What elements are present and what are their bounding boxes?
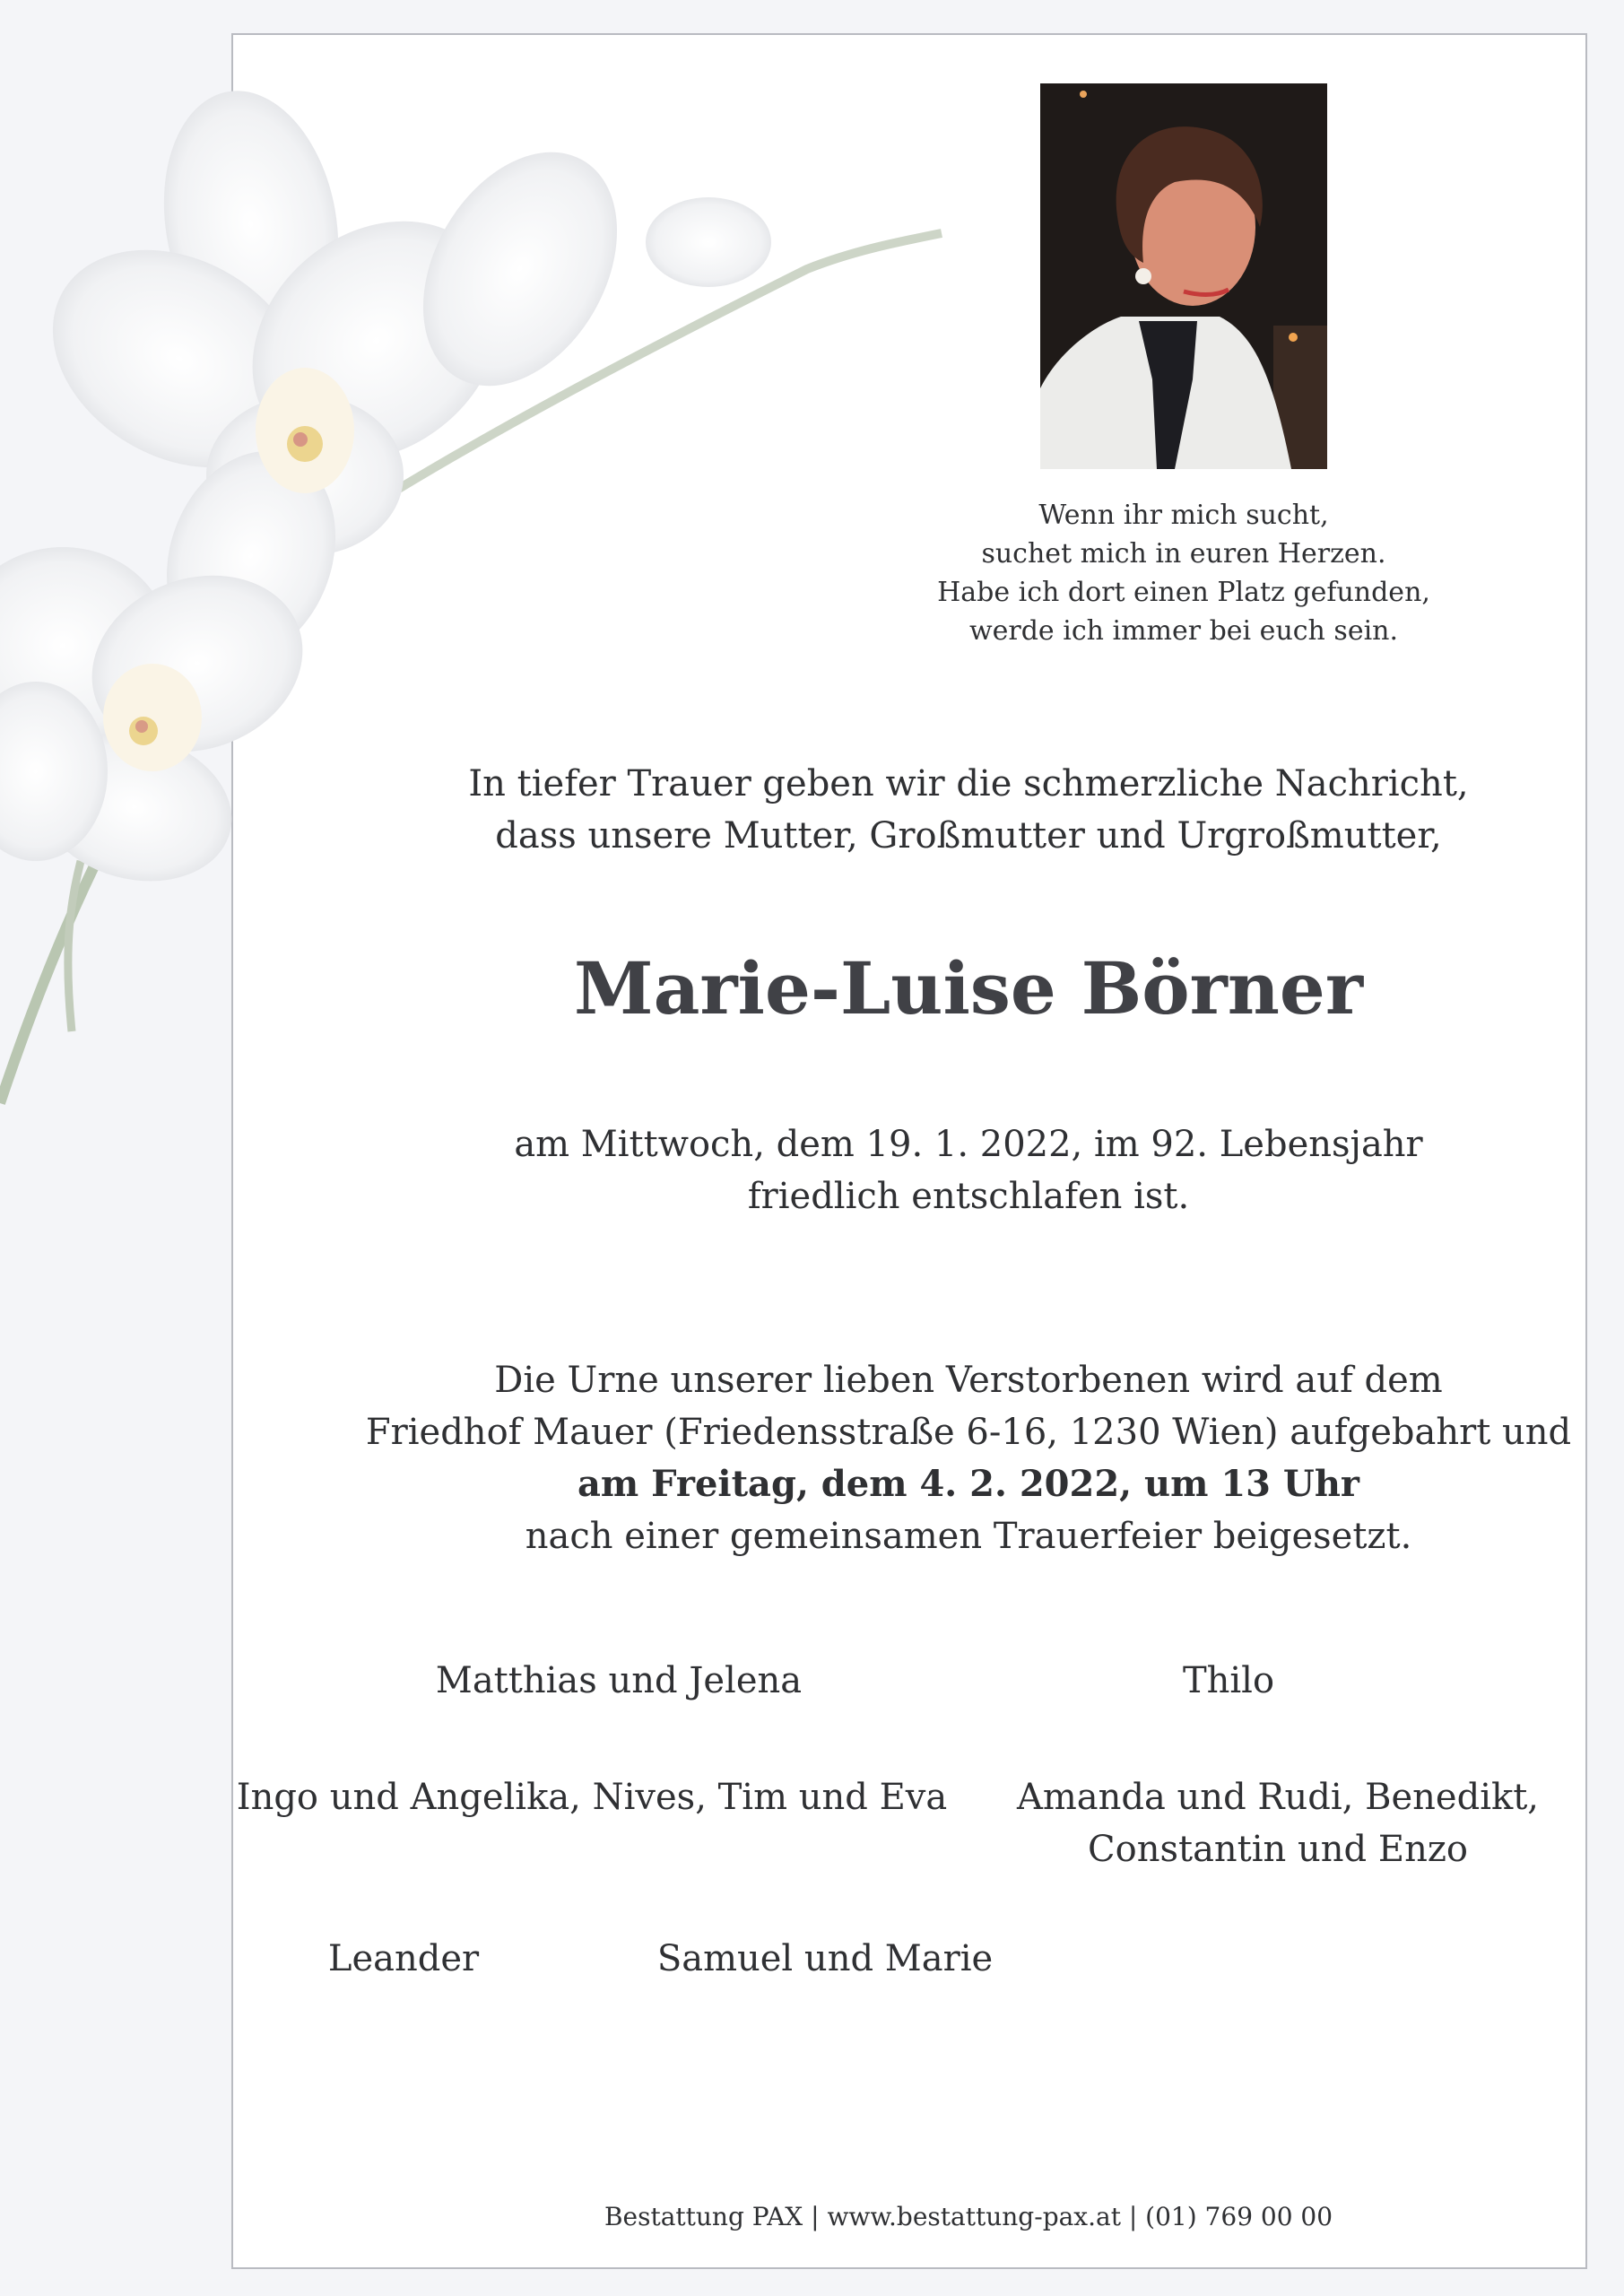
burial-line: nach einer gemeinsamen Trauerfeier beigesetzt. bbox=[525, 1516, 1412, 1557]
family-amanda-line: Constantin und Enzo bbox=[1088, 1829, 1468, 1870]
poem-line: suchet mich in euren Herzen. bbox=[981, 538, 1386, 570]
death-line: friedlich entschlafen ist. bbox=[747, 1176, 1190, 1217]
burial-line: Die Urne unserer lieben Verstorbenen wird auf dem bbox=[494, 1360, 1443, 1401]
portrait-photo bbox=[1040, 83, 1327, 469]
burial-notice bbox=[341, 1354, 1596, 1562]
family-samuel: Samuel und Marie bbox=[656, 1938, 994, 1979]
poem-line: werde ich immer bei euch sein. bbox=[968, 615, 1399, 647]
intro-text bbox=[386, 758, 1551, 862]
burial-line: Friedhof Mauer (Friedensstraße 6-16, 1230 Wien) aufgebahrt und bbox=[365, 1412, 1572, 1453]
death-line: am Mittwoch, dem 19. 1. 2022, im 92. Lebensjahr bbox=[514, 1124, 1423, 1165]
deceased-name: Marie-Luise Börner bbox=[574, 946, 1363, 1031]
poem bbox=[915, 496, 1453, 650]
family-thilo: Thilo bbox=[1182, 1660, 1275, 1701]
family-matthias: Matthias und Jelena bbox=[435, 1660, 803, 1701]
burial-date: am Freitag, dem 4. 2. 2022, um 13 Uhr bbox=[578, 1463, 1359, 1505]
poem-line: Habe ich dort einen Platz gefunden, bbox=[937, 577, 1430, 608]
footer-contact: Bestattung PAX | www.bestattung-pax.at | (01) 769 00 00 bbox=[604, 2202, 1333, 2231]
death-notice bbox=[386, 1118, 1551, 1222]
family-amanda-line: Amanda und Rudi, Benedikt, bbox=[1016, 1777, 1540, 1818]
intro-line: In tiefer Trauer geben wir die schmerzliche Nachricht, bbox=[468, 763, 1469, 804]
family-ingo: Ingo und Angelika, Nives, Tim und Eva bbox=[236, 1777, 948, 1818]
intro-line: dass unsere Mutter, Großmutter und Urgroßmutter, bbox=[495, 815, 1442, 857]
family-amanda bbox=[995, 1771, 1560, 1875]
family-leander: Leander bbox=[327, 1938, 480, 1979]
poem-line: Wenn ihr mich sucht, bbox=[1038, 500, 1329, 531]
